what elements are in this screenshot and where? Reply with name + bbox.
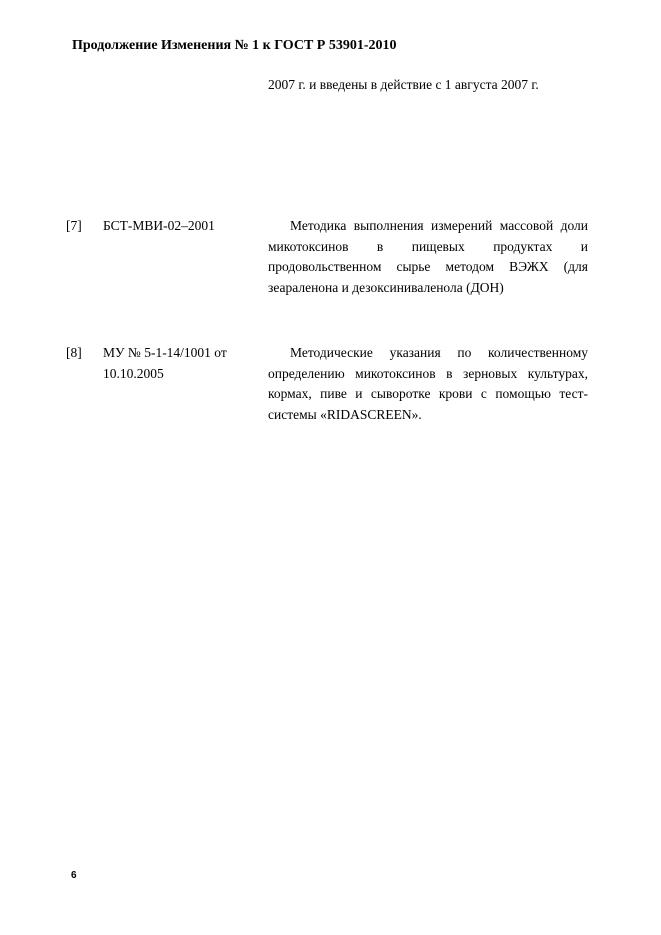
page-header: Продолжение Изменения № 1 к ГОСТ Р 53901-2010: [72, 38, 397, 53]
reference-title: Методика выполнения измерений массовой доли микотоксинов в пищевых продуктах и продовольственном сырье методом ВЭЖХ (для зеараленона и дезоксиниваленола (ДОН): [268, 218, 588, 295]
continuation-text: 2007 г. и введены в действие с 1 августа 2007 г.: [268, 77, 539, 92]
reference-title: Методические указания по количественному определению микотоксинов в зерновых культурах, кормах, пиве и сыворотке крови с помощью тест-системы «RIDASCREEN».: [268, 345, 588, 422]
reference-number: [7]: [66, 218, 82, 233]
reference-number: [8]: [66, 345, 82, 360]
reference-document-code: БСТ-МВИ-02–2001: [103, 218, 215, 233]
page-number: 6: [71, 870, 77, 881]
reference-document-code: МУ № 5-1-14/1001 от 10.10.2005: [103, 345, 227, 381]
